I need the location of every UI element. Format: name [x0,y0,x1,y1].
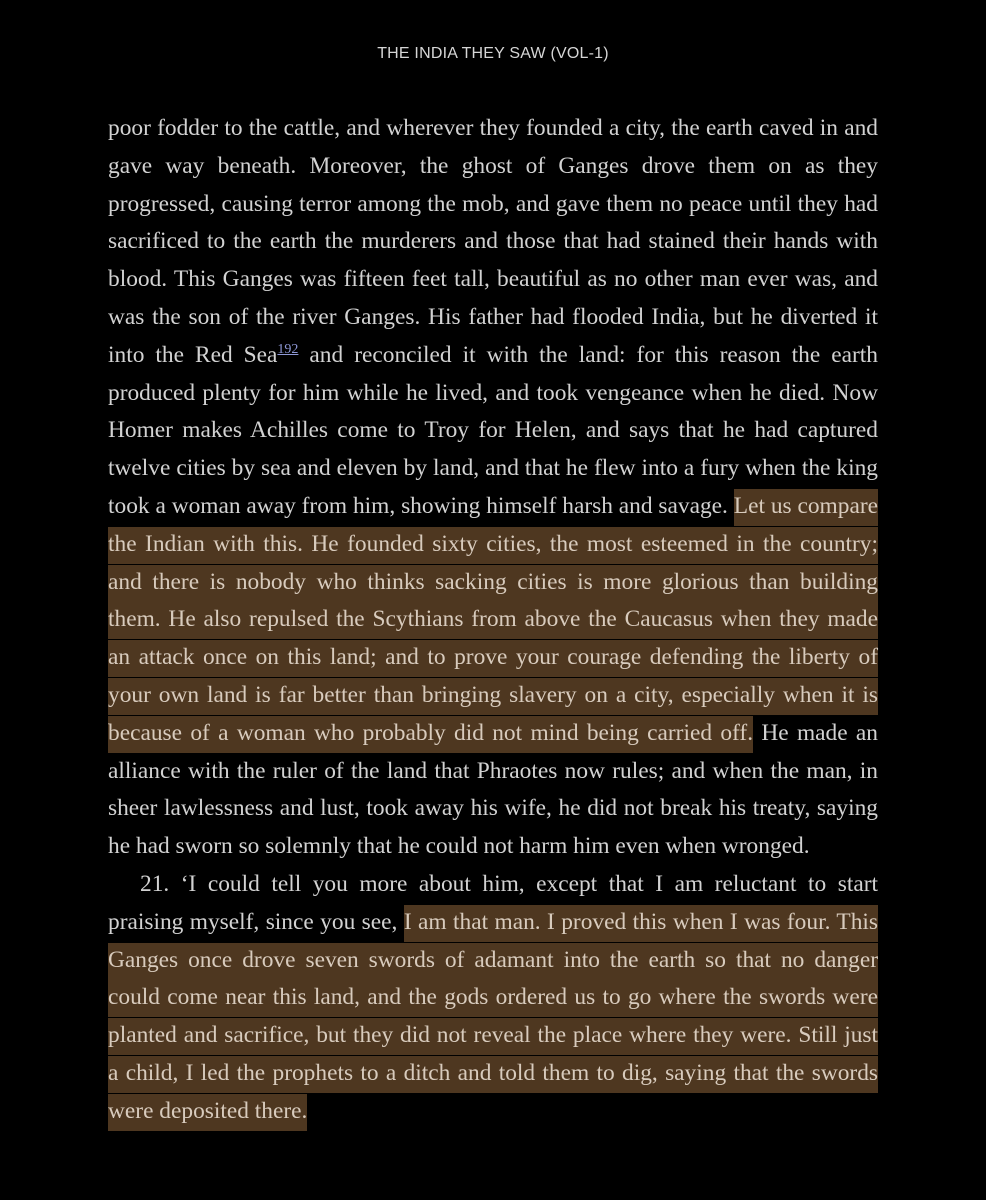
highlight-passage-1[interactable]: Let us compare the Indian with this. He founded sixty cities, the most esteemed in the country; and there is nobody who thinks sacking cities is more glorious than building them. He also repulsed the Scythians from above the Caucasus when they made an attack once on this land; and to prove your courage defending the liberty of your own land is far better than bringing slavery on a city, especially when it is because of a woman who probably did not mind being carried off. [108,489,878,753]
highlight-passage-2[interactable]: I am that man. I proved this when I was four. This Ganges once drove seven swords of adamant into the earth so that no danger could come near this land, and the gods ordered us to go where the swords were planted and sacrifice, but they did not reveal the place where they were. Still just a child, I led the prophets to a ditch and told them to dig, saying that the swords were deposited there. [108,905,878,1131]
running-head-title: THE INDIA THEY SAW (VOL-1) [377,45,609,62]
text-segment: poor fodder to the cattle, and wherever they founded a city, the earth caved in and gave way beneath. Moreover, the ghost of Ganges drove them on as they progressed, causing terror among the mob, and gave them no peace until they had sacrificed to the earth the murderers and those that had stained their hands with blood. This Ganges was fifteen feet tall, beautiful as no other man ever was, and was the son of the river Ganges. His father had flooded India, but he diverted it into the Red Sea [108,115,878,368]
text-segment: and reconciled it with the land: for this reason the earth produced plenty for him while he lived, and took vengeance when he died. Now Homer makes Achilles come to Troy for Helen, and says that he had captured twelve cities by sea and eleven by land, and that he flew into a fury when the king took a woman away from him, showing himself harsh and savage. [108,341,878,519]
page-body [108,110,878,1131]
text-segment: He made an alliance with the ruler of the land that Phraotes now rules; and when the man, in sheer lawlessness and lust, took away his wife, he did not break his treaty, saying he had sworn so solemnly that he could not harm him even when wronged. [108,719,878,860]
footnote-link-192[interactable]: 192 [277,341,299,357]
paragraph-1 [108,110,878,866]
paragraph-2 [108,866,878,1131]
text-segment: 21. ‘I could tell you more about him, except that I am reluctant to start praising myself, since you see, [108,870,878,935]
